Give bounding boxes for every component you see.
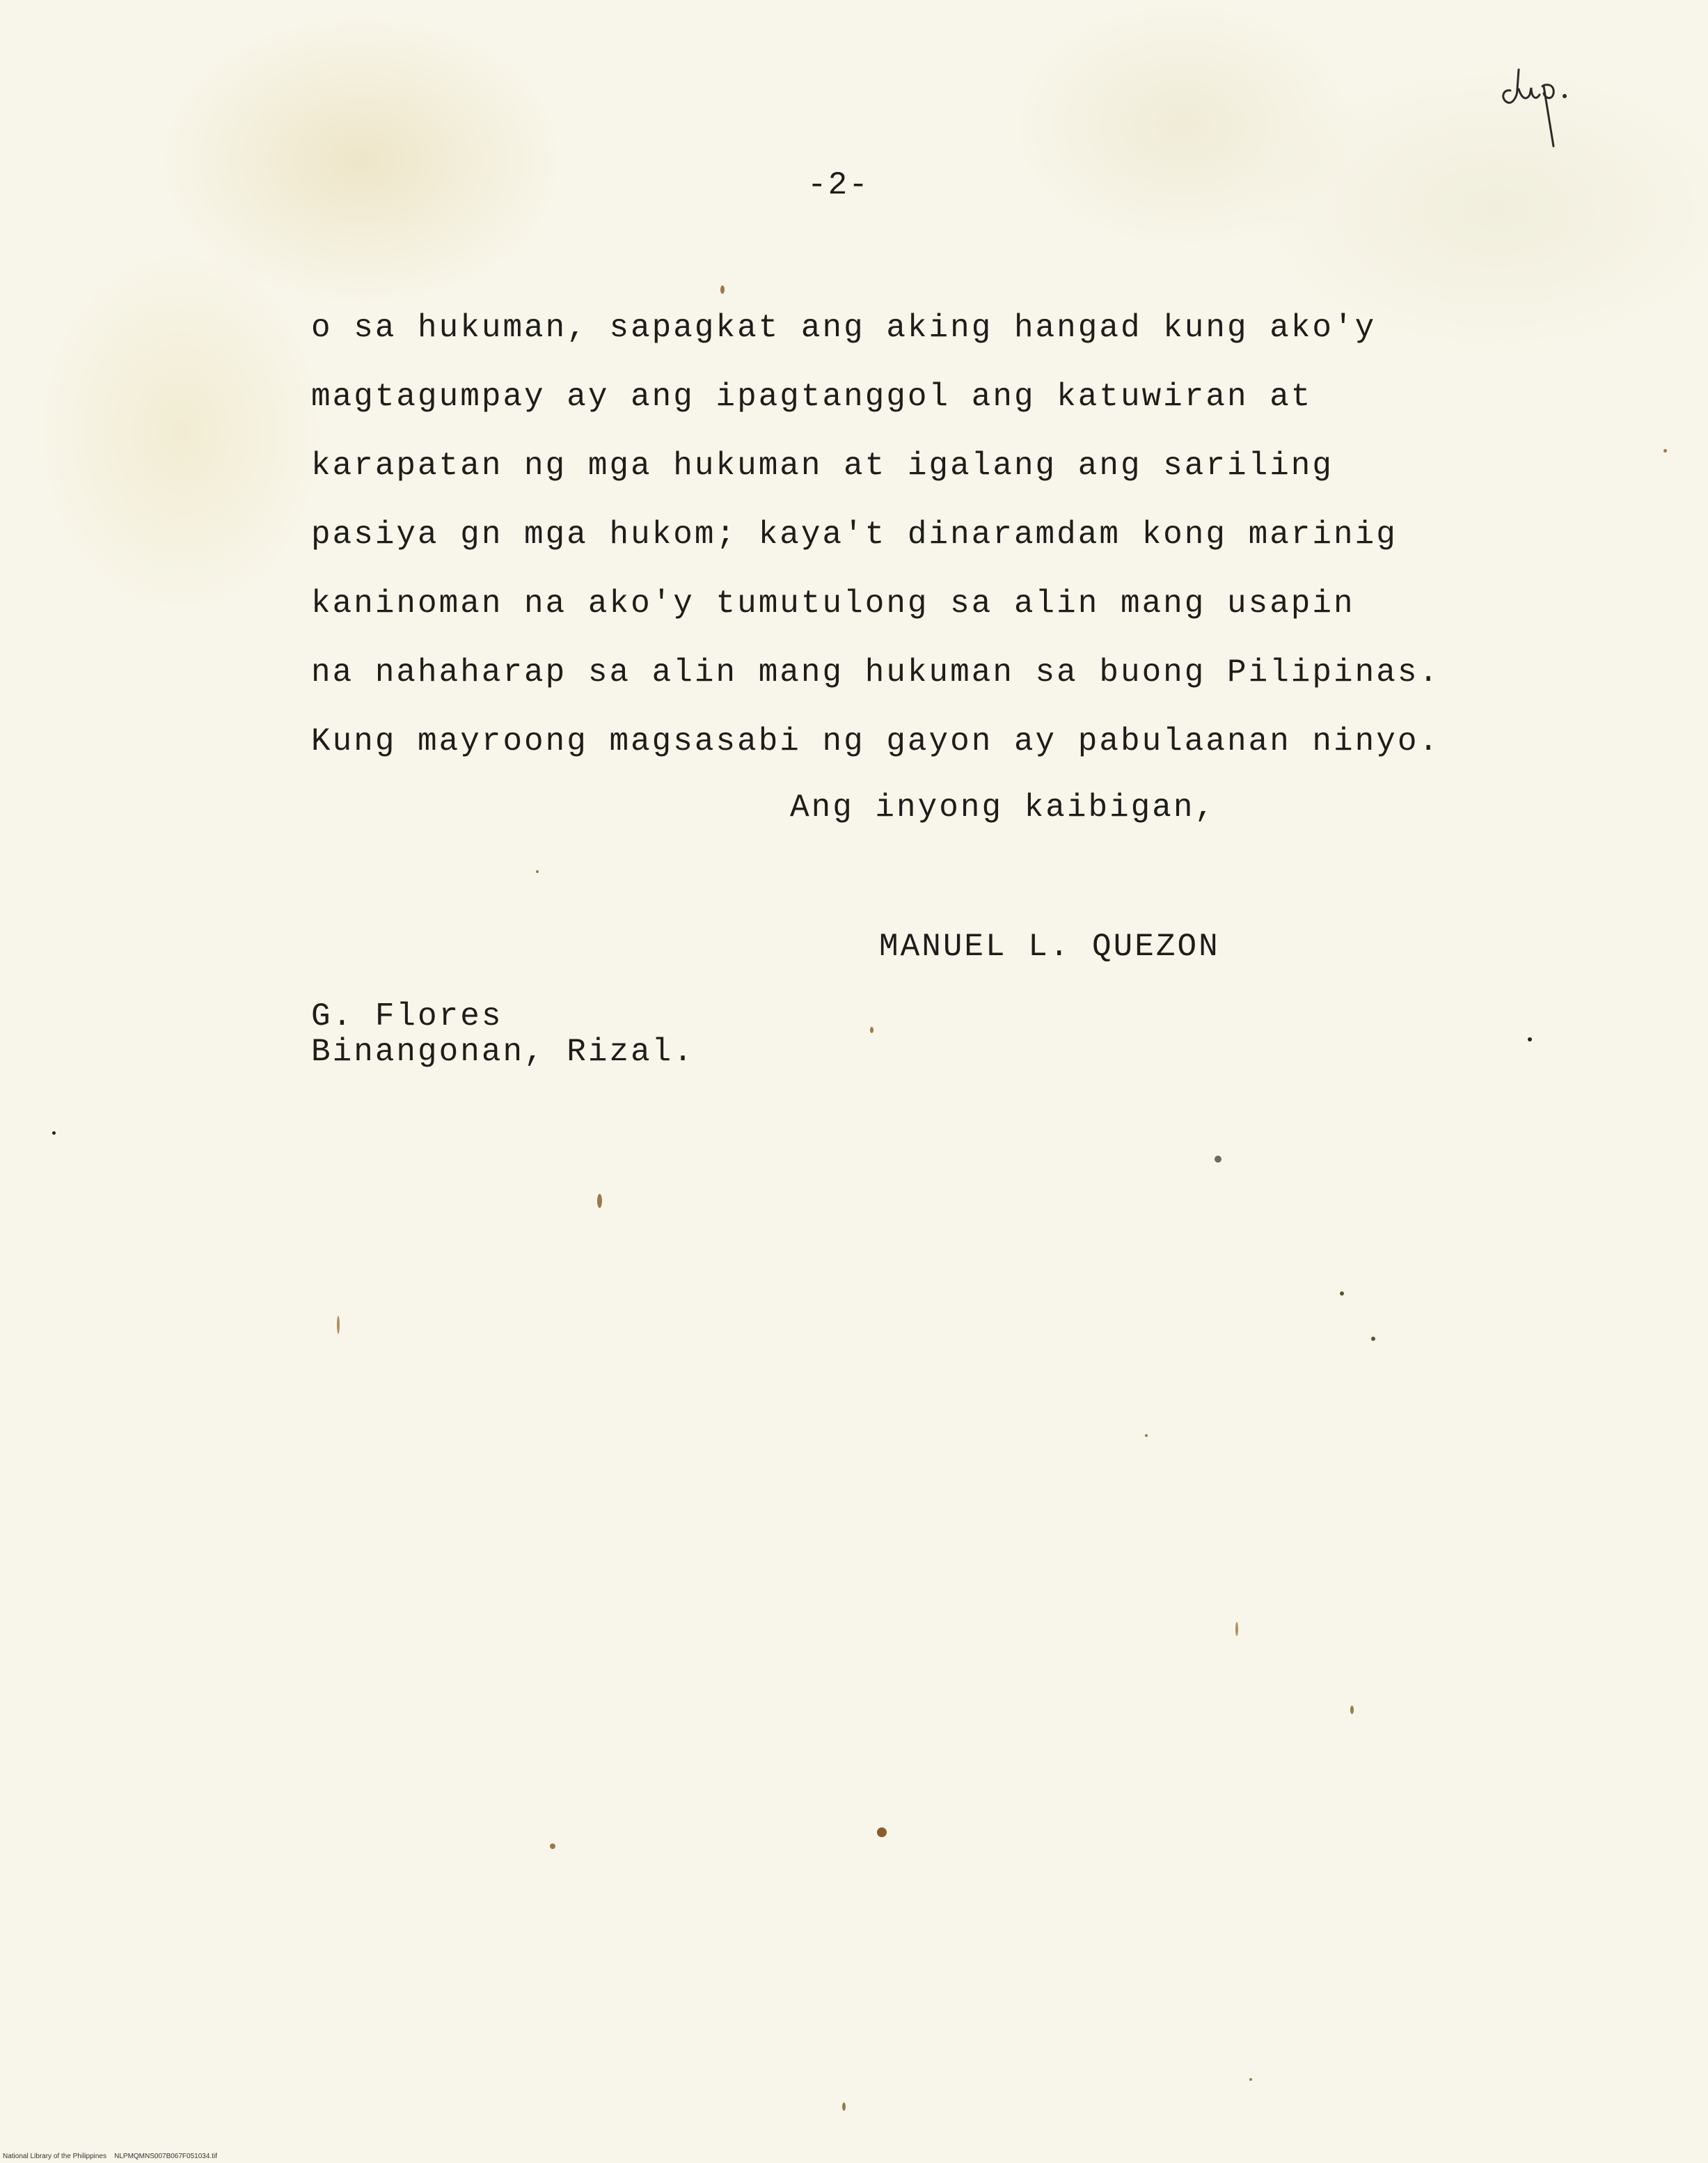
paper-speck — [550, 1843, 555, 1849]
paper-speck — [1249, 2078, 1252, 2081]
paper-speck — [597, 1194, 602, 1208]
paper-speck — [720, 285, 725, 294]
body-line: pasiya gn mga hukom; kaya't dinaramdam kong marinig — [311, 517, 1398, 553]
archive-file-id: NLPMQMNS007B067F051034.tif — [114, 2153, 217, 2160]
paper-speck — [1371, 1337, 1375, 1341]
paper-speck — [842, 2102, 846, 2111]
signature-name: MANUEL L. QUEZON — [879, 929, 1220, 965]
body-line: kaninoman na ako'y tumutulong sa alin mang usapin — [311, 585, 1355, 622]
paper-speck — [52, 1131, 56, 1135]
page-number: -2- — [807, 167, 869, 203]
addressee-address: Binangonan, Rizal. — [311, 1034, 695, 1070]
body-line: magtagumpay ay ang ipagtanggol ang katuwiran at — [311, 379, 1313, 415]
letter-closing: Ang inyong kaibigan, — [790, 789, 1217, 826]
body-line: karapatan ng mga hukuman at igalang ang sariling — [311, 448, 1334, 484]
paper-speck — [1663, 449, 1667, 453]
paper-speck — [1215, 1156, 1221, 1163]
addressee-name: G. Flores — [311, 998, 503, 1035]
body-line: o sa hukuman, sapagkat ang aking hangad kung ako'y — [311, 310, 1377, 346]
paper-speck — [877, 1827, 887, 1837]
archive-library-name: National Library of the Philippines — [3, 2153, 106, 2160]
paper-speck — [1145, 1434, 1148, 1437]
paper-speck — [1350, 1706, 1354, 1714]
handwritten-note — [1496, 56, 1608, 153]
paper-speck — [870, 1027, 873, 1033]
paper-speck — [1235, 1622, 1238, 1636]
body-line: na nahaharap sa alin mang hukuman sa buong Pilipinas. — [311, 654, 1441, 691]
archive-caption — [3, 2153, 217, 2160]
handwritten-note-drawing — [1496, 56, 1608, 153]
paper-speck — [1340, 1291, 1344, 1296]
paper-speck — [536, 870, 539, 873]
paper-speck — [1528, 1037, 1532, 1041]
body-line: Kung mayroong magsasabi ng gayon ay pabulaanan ninyo. — [311, 723, 1441, 760]
paper-speck — [337, 1316, 340, 1334]
